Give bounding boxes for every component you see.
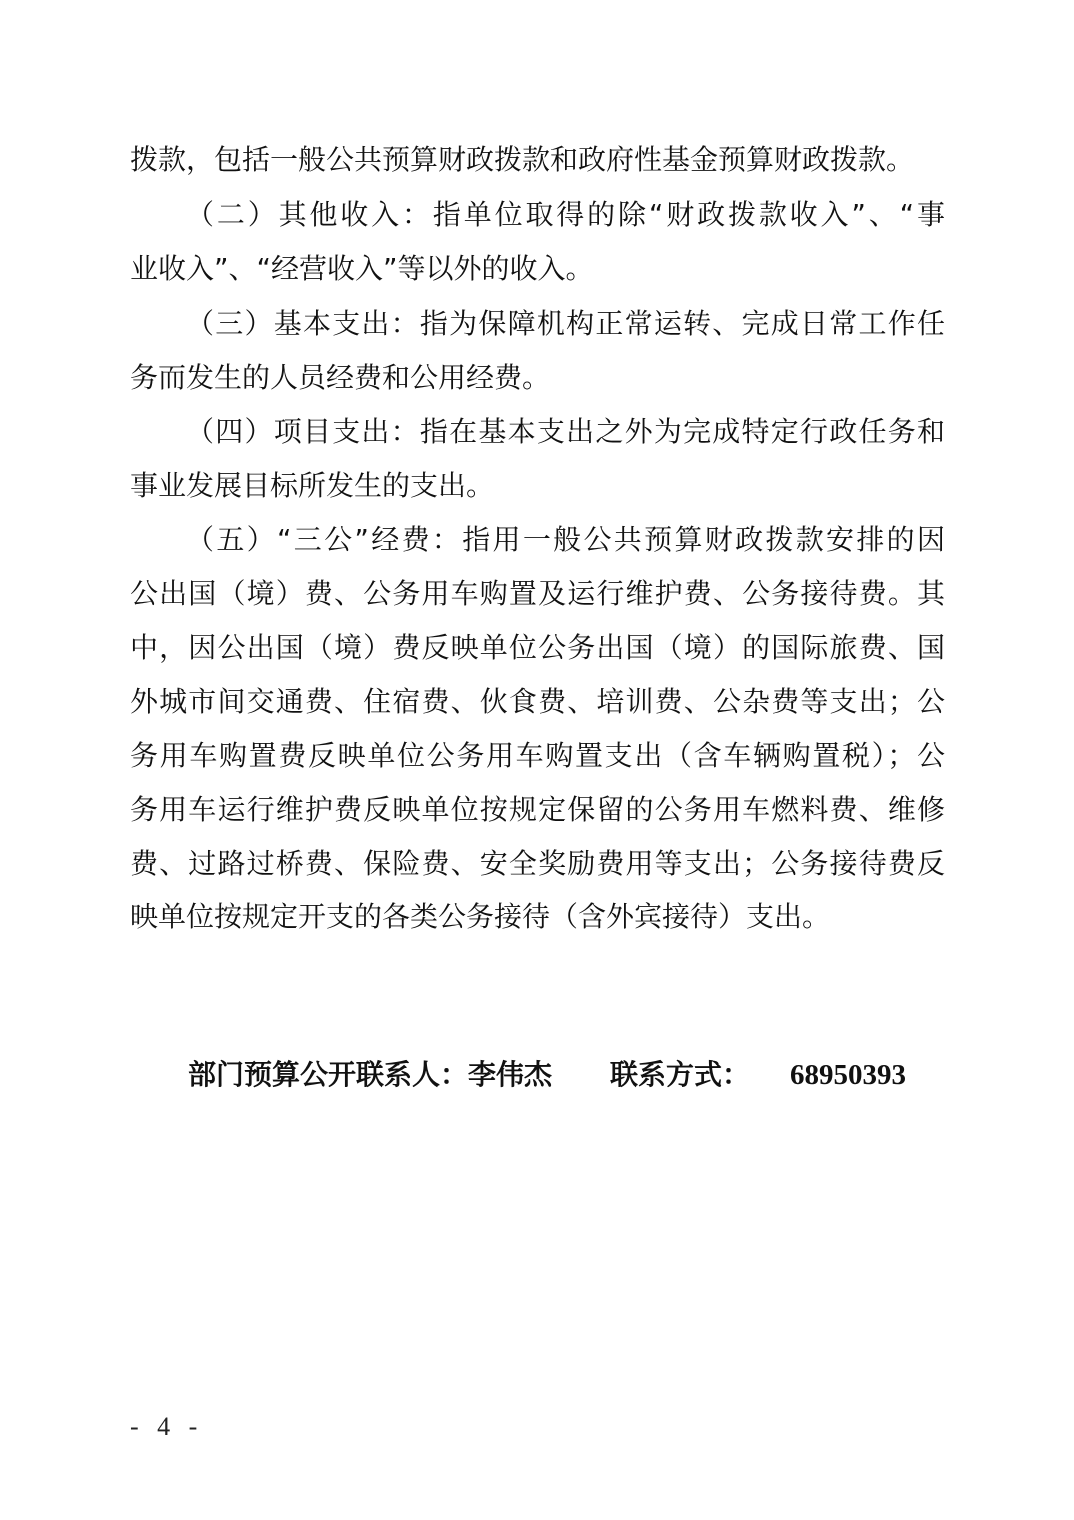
body-line: 拨款，包括一般公共预算财政拨款和政府性基金预算财政拨款。 — [130, 143, 915, 176]
contact-phone: 68950393 — [790, 1059, 907, 1091]
page-number: - 4 - — [130, 1412, 204, 1441]
body-line: 务用车购置费反映单位公务用车购置支出（含车辆购置税）；公 — [130, 739, 945, 772]
contact-phone-label: 联系方式： — [610, 1058, 751, 1091]
contact-person: 部门预算公开联系人：李伟杰 — [188, 1058, 553, 1091]
body-line: 费、过路过桥费、保险费、安全奖励费用等支出；公务接待费反 — [130, 847, 945, 880]
body-line: （二）其他收入：指单位取得的除“财政拨款收入”、“事 — [186, 198, 945, 231]
body-line: 中，因公出国（境）费反映单位公务出国（境）的国际旅费、国 — [130, 631, 945, 664]
body-line: （五）“三公”经费：指用一般公共预算财政拨款安排的因 — [186, 523, 945, 556]
body-line: 业收入”、“经营收入”等以外的收入。 — [130, 252, 594, 285]
body-line: 务用车运行维护费反映单位按规定保留的公务用车燃料费、维修 — [130, 793, 945, 826]
body-line: 映单位按规定开支的各类公务接待（含外宾接待）支出。 — [130, 900, 831, 933]
body-line: 公出国（境）费、公务用车购置及运行维护费、公务接待费。其 — [130, 577, 945, 610]
body-line: 事业发展目标所发生的支出。 — [130, 469, 495, 502]
contact-info — [188, 1057, 906, 1093]
body-line: 务而发生的人员经费和公用经费。 — [130, 361, 551, 394]
body-line: （三）基本支出：指为保障机构正常运转、完成日常工作任 — [186, 307, 945, 340]
body-line: 外城市间交通费、住宿费、伙食费、培训费、公杂费等支出；公 — [130, 685, 945, 718]
body-line: （四）项目支出：指在基本支出之外为完成特定行政任务和 — [186, 415, 945, 448]
